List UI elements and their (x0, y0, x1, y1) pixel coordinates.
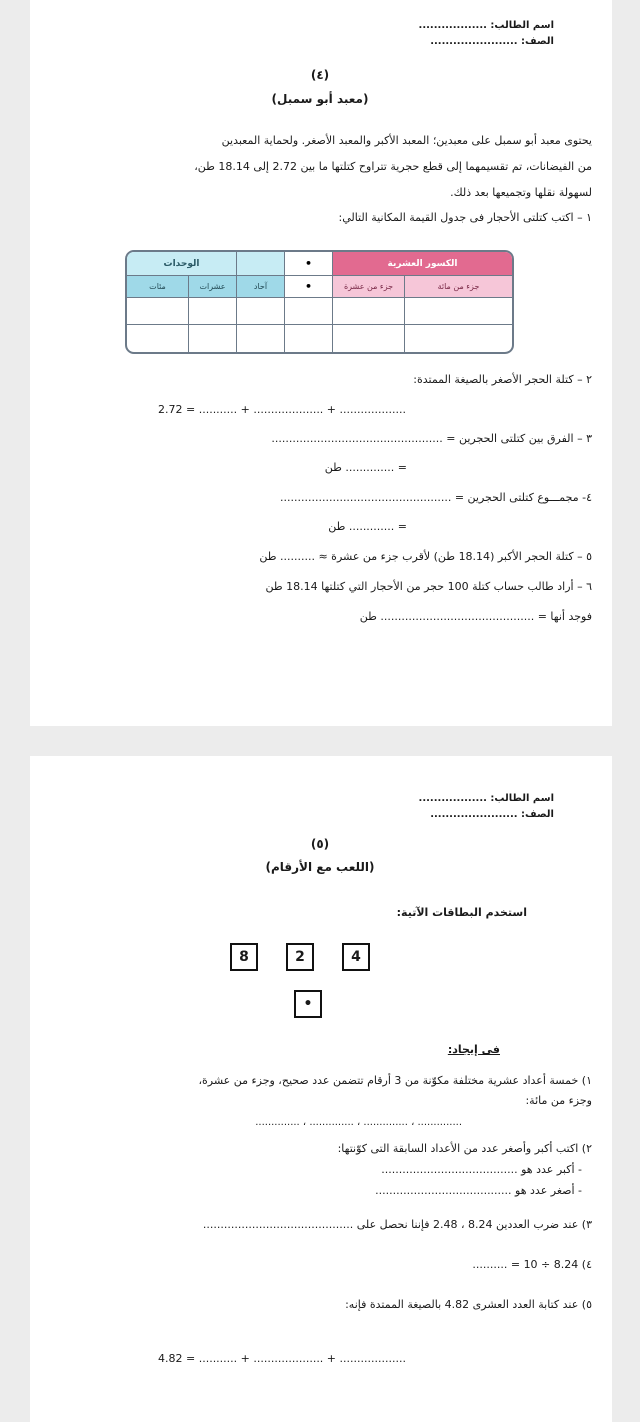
question-2: ٢ – كتلة الحجر الأصغر بالصيغة الممتدة: (413, 373, 592, 386)
find-label: فى إيجاد: (447, 1043, 500, 1056)
question-5: ٥) عند كتابة العدد العشرى 4.82 بالصيغة الممتدة فإنه: (345, 1298, 592, 1311)
col-tens: عشرات (188, 276, 236, 298)
digit-card[interactable]: 2 (286, 943, 314, 971)
question-4-answer[interactable]: = ............. طن (328, 520, 407, 533)
class-line: الصف: ....................... (430, 809, 554, 820)
question-4[interactable]: ٤- مجمـــوع كتلتى الحجرين = ................................................. (280, 491, 592, 504)
student-name-line: اسم الطالب: .................. (418, 793, 554, 804)
question-2-smallest[interactable]: - أصغر عدد هو ....................................... (375, 1184, 582, 1197)
table-input-cell[interactable] (404, 325, 512, 352)
exercise-title: (معبد أبو سمبل) (271, 92, 369, 106)
cards-instruction: استخدم البطاقات الآتية: (396, 906, 527, 919)
question-5-equation[interactable]: 4.82 = ........... + .................... + ................... (158, 1352, 406, 1365)
question-1: ١ – اكتب كتلتى الأحجار فى جدول القيمة المكانية التالي: (338, 211, 592, 224)
question-3[interactable]: ٣) عند ضرب العددين 8.24 ، 2.48 فإننا نحصل على ........................................... (202, 1218, 592, 1231)
question-2-largest[interactable]: - أكبر عدد هو ....................................... (381, 1163, 582, 1176)
table-input-cell[interactable] (332, 298, 404, 325)
digit-card[interactable]: 4 (342, 943, 370, 971)
decimal-point-col: • (284, 276, 332, 298)
table-input-cell[interactable] (127, 325, 188, 352)
intro-line-3: لسهولة نقلها وتجميعها بعد ذلك. (450, 186, 592, 199)
digit-card[interactable]: 8 (230, 943, 258, 971)
question-3-answer[interactable]: = .............. طن (324, 461, 407, 474)
group-decimals-header: الكسور العشرية (332, 252, 512, 276)
question-4[interactable]: ٤) 8.24 ÷ 10 = .......... (472, 1258, 592, 1271)
exercise-number: (٤) (310, 68, 330, 82)
question-6: ٦ – أراد طالب حساب كتلة 100 حجر من الأحجار التي كتلتها 18.14 طن (265, 580, 592, 593)
student-name-line: اسم الطالب: .................. (418, 20, 554, 31)
exercise-title: (اللعب مع الأرقام) (265, 860, 375, 874)
intro-line-2: من الفيضانات، تم تقسيمهما إلى قطع حجرية تتراوح كتلتها ما بين 2.72 إلى 18.14 طن، (194, 160, 592, 173)
question-3[interactable]: ٣ – الفرق بين كتلتى الحجرين = ................................................. (271, 432, 592, 445)
decimal-point-header: • (284, 252, 332, 276)
exercise-number: (٥) (310, 837, 330, 851)
question-2-equation[interactable]: 2.72 = ........... + .................... + ................... (158, 403, 406, 416)
col-hundredths: جزء من مائة (404, 276, 512, 298)
question-2: ٢) اكتب أكبر وأصغر عدد من الأعداد السابقة التى كوّنتها: (337, 1142, 592, 1155)
worksheet-page-4 (30, 0, 612, 726)
class-line: الصف: ....................... (430, 36, 554, 47)
table-input-cell[interactable] (188, 325, 236, 352)
col-tenths: جزء من عشرة (332, 276, 404, 298)
question-5[interactable]: ٥ – كتلة الحجر الأكبر (18.14 طن) لأقرب جزء من عشرة ≈ .......... طن (259, 550, 592, 563)
units-spacer (236, 252, 284, 276)
col-hundreds: مئات (127, 276, 188, 298)
table-input-cell[interactable] (284, 298, 332, 325)
intro-line-1: يحتوى معبد أبو سمبل على معبدين؛ المعبد الأكبر والمعبد الأصغر. ولحماية المعبدين (221, 134, 592, 147)
place-value-table (125, 250, 514, 354)
worksheet-page-5 (30, 756, 612, 1422)
group-units-header: الوحدات (127, 252, 236, 276)
table-input-cell[interactable] (332, 325, 404, 352)
col-ones: آحاد (236, 276, 284, 298)
table-input-cell[interactable] (404, 298, 512, 325)
question-1-line-1: ١) خمسة أعداد عشرية مختلفة مكوّنة من 3 أرقام تتضمن عدد صحيح، وجزء من عشرة، (198, 1074, 592, 1087)
decimal-point-card[interactable]: • (294, 990, 322, 1018)
question-1-line-2: وجزء من مائة: (525, 1094, 592, 1107)
table-input-cell[interactable] (236, 325, 284, 352)
table-input-cell[interactable] (236, 298, 284, 325)
question-1-blanks[interactable]: .............. ، .............. ، .............. ، .............. (255, 1117, 462, 1128)
table-input-cell[interactable] (127, 298, 188, 325)
table-input-cell[interactable] (188, 298, 236, 325)
question-6-answer[interactable]: فوجد أنها = ............................................ طن (359, 610, 592, 623)
table-input-cell[interactable] (284, 325, 332, 352)
